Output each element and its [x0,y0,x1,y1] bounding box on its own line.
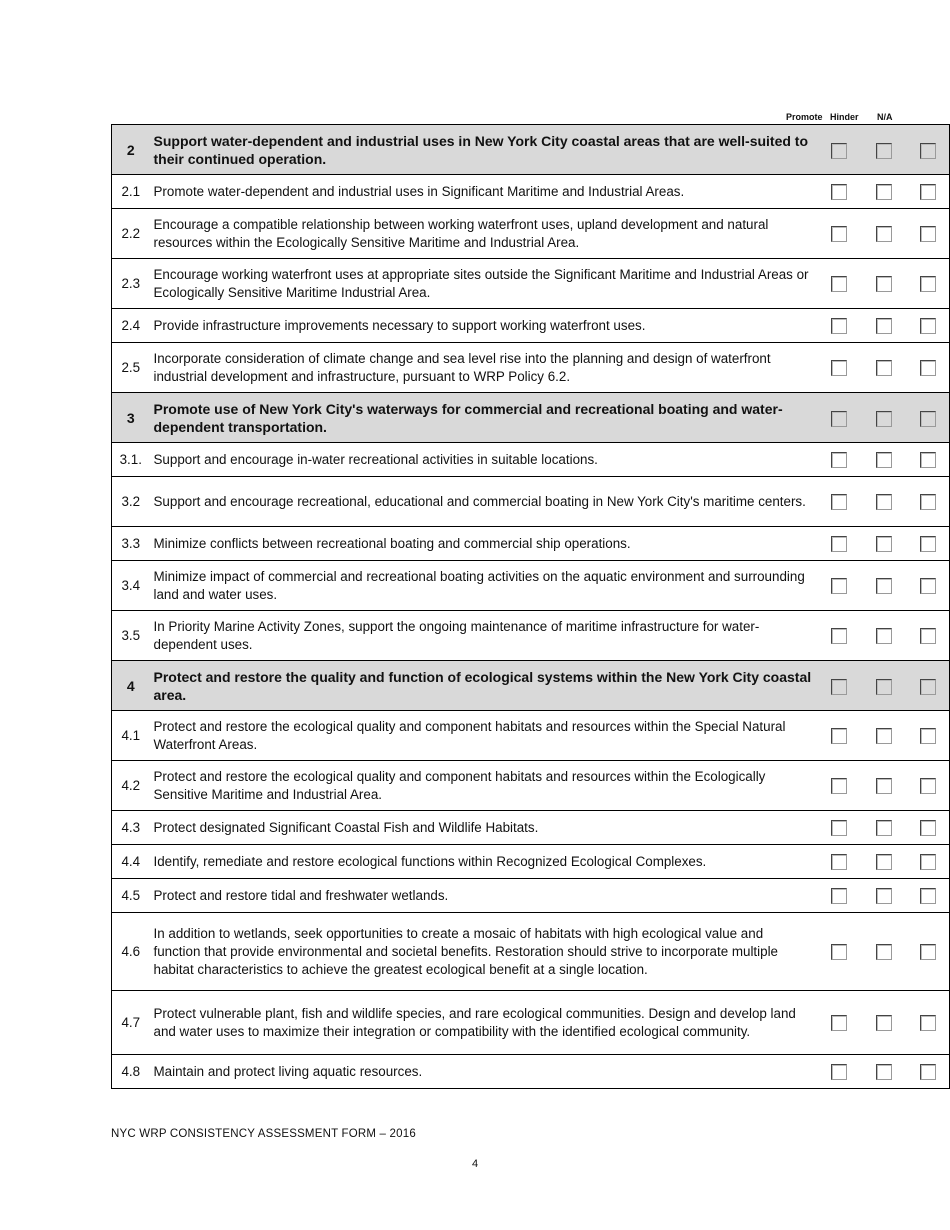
hinder-cell [862,1055,907,1089]
policy-number: 4.1 [112,711,150,761]
policy-table-body [112,125,950,1089]
promote-cell [817,175,862,209]
promote-checkbox[interactable] [831,728,847,744]
na-cell [907,845,950,879]
promote-cell [817,1055,862,1089]
policy-text: Protect and restore tidal and freshwater wetlands. [150,879,817,913]
policy-row [112,175,950,209]
promote-checkbox[interactable] [831,1064,847,1080]
policy-row [112,443,950,477]
na-checkbox[interactable] [920,679,936,695]
policy-number: 3 [112,393,150,443]
policy-text: In Priority Marine Activity Zones, support the ongoing maintenance of maritime infrastructure for water-dependent uses. [150,611,817,661]
hinder-checkbox[interactable] [876,411,892,427]
hinder-cell [862,991,907,1055]
hinder-cell [862,309,907,343]
hinder-cell [862,443,907,477]
na-checkbox[interactable] [920,276,936,292]
policy-row [112,561,950,611]
na-checkbox[interactable] [920,944,936,960]
policy-row [112,991,950,1055]
policy-section-row [112,661,950,711]
hinder-checkbox[interactable] [876,1015,892,1031]
promote-checkbox[interactable] [831,578,847,594]
policy-number: 4.3 [112,811,150,845]
policy-text: Protect vulnerable plant, fish and wildlife species, and rare ecological communities. Design and develop land and water uses to maximize their integration or compatibility with the identified ecological community. [150,991,817,1055]
na-checkbox[interactable] [920,1064,936,1080]
promote-checkbox[interactable] [831,1015,847,1031]
promote-cell [817,811,862,845]
hinder-cell [862,611,907,661]
na-cell [907,879,950,913]
hinder-checkbox[interactable] [876,536,892,552]
policy-text: Protect and restore the ecological quality and component habitats and resources within the Ecologically Sensitive Maritime and Industrial Area. [150,761,817,811]
policy-text: Support and encourage recreational, educational and commercial boating in New York City's maritime centers. [150,477,817,527]
promote-cell [817,879,862,913]
promote-cell [817,393,862,443]
hinder-checkbox[interactable] [876,276,892,292]
na-cell [907,811,950,845]
promote-checkbox[interactable] [831,944,847,960]
policy-row [112,913,950,991]
hinder-cell [862,879,907,913]
na-cell [907,913,950,991]
na-cell [907,711,950,761]
hinder-cell [862,561,907,611]
promote-checkbox[interactable] [831,276,847,292]
na-cell [907,309,950,343]
na-cell [907,561,950,611]
promote-checkbox[interactable] [831,494,847,510]
promote-cell [817,443,862,477]
hinder-checkbox[interactable] [876,944,892,960]
na-checkbox[interactable] [920,1015,936,1031]
column-headers [783,112,908,124]
policy-row [112,611,950,661]
policy-number: 4.7 [112,991,150,1055]
na-cell [907,1055,950,1089]
policy-text: Encourage working waterfront uses at appropriate sites outside the Significant Maritime and Industrial Areas or Ecologically Sensitive Maritime Industrial Area. [150,259,817,309]
promote-checkbox[interactable] [831,854,847,870]
na-checkbox[interactable] [920,411,936,427]
promote-cell [817,125,862,175]
policy-text: In addition to wetlands, seek opportunities to create a mosaic of habitats with high ecological value and function that provide environmental and societal benefits. Restoration should strive to incorporate multiple habitat characteristics to achieve the greatest ecological benefit at a single location. [150,913,817,991]
form-title-footer: NYC WRP CONSISTENCY ASSESSMENT FORM – 2016 [111,1128,416,1140]
policy-number: 4.6 [112,913,150,991]
promote-checkbox[interactable] [831,536,847,552]
hinder-checkbox[interactable] [876,820,892,836]
promote-checkbox[interactable] [831,184,847,200]
hinder-cell [862,175,907,209]
policy-section-row [112,125,950,175]
na-checkbox[interactable] [920,143,936,159]
policy-text: Promote use of New York City's waterways for commercial and recreational boating and water-dependent transportation. [150,393,817,443]
na-cell [907,477,950,527]
policy-number: 2 [112,125,150,175]
na-checkbox[interactable] [920,854,936,870]
hinder-checkbox[interactable] [876,578,892,594]
promote-checkbox[interactable] [831,820,847,836]
na-cell [907,175,950,209]
policy-section-row [112,393,950,443]
policy-number: 2.3 [112,259,150,309]
policy-text: Support and encourage in-water recreational activities in suitable locations. [150,443,817,477]
policy-row [112,845,950,879]
promote-checkbox[interactable] [831,226,847,242]
na-cell [907,611,950,661]
hinder-checkbox[interactable] [876,360,892,376]
na-checkbox[interactable] [920,536,936,552]
hinder-checkbox[interactable] [876,679,892,695]
policy-number: 2.2 [112,209,150,259]
hinder-checkbox[interactable] [876,1064,892,1080]
promote-cell [817,343,862,393]
policy-row [112,879,950,913]
promote-cell [817,913,862,991]
policy-number: 4 [112,661,150,711]
policy-table [111,124,950,1089]
promote-checkbox[interactable] [831,679,847,695]
policy-number: 4.2 [112,761,150,811]
policy-number: 4.8 [112,1055,150,1089]
promote-checkbox[interactable] [831,628,847,644]
hinder-cell [862,913,907,991]
hinder-cell [862,393,907,443]
promote-cell [817,309,862,343]
policy-number: 3.4 [112,561,150,611]
na-checkbox[interactable] [920,184,936,200]
policy-row [112,761,950,811]
hinder-cell [862,259,907,309]
policy-number: 3.5 [112,611,150,661]
hinder-checkbox[interactable] [876,184,892,200]
policy-text: Promote water-dependent and industrial uses in Significant Maritime and Industrial Areas. [150,175,817,209]
policy-row [112,527,950,561]
policy-row [112,811,950,845]
hinder-cell [862,811,907,845]
na-checkbox[interactable] [920,888,936,904]
policy-text: Identify, remediate and restore ecological functions within Recognized Ecological Complexes. [150,845,817,879]
promote-cell [817,661,862,711]
na-checkbox[interactable] [920,578,936,594]
hinder-cell [862,761,907,811]
hinder-checkbox[interactable] [876,318,892,334]
na-checkbox[interactable] [920,226,936,242]
policy-row [112,259,950,309]
policy-row [112,309,950,343]
promote-checkbox[interactable] [831,143,847,159]
hinder-checkbox[interactable] [876,143,892,159]
promote-checkbox[interactable] [831,318,847,334]
policy-number: 4.5 [112,879,150,913]
na-cell [907,343,950,393]
hinder-cell [862,343,907,393]
policy-row [112,343,950,393]
policy-text: Protect designated Significant Coastal Fish and Wildlife Habitats. [150,811,817,845]
policy-text: Protect and restore the ecological quality and component habitats and resources within the Special Natural Waterfront Areas. [150,711,817,761]
policy-number: 3.1. [112,443,150,477]
na-cell [907,209,950,259]
policy-number: 2.4 [112,309,150,343]
hinder-checkbox[interactable] [876,728,892,744]
promote-cell [817,527,862,561]
na-cell [907,661,950,711]
na-checkbox[interactable] [920,318,936,334]
policy-text: Support water-dependent and industrial uses in New York City coastal areas that are well-suited to their continued operation. [150,125,817,175]
policy-row [112,1055,950,1089]
hinder-cell [862,845,907,879]
policy-number: 3.2 [112,477,150,527]
hinder-cell [862,527,907,561]
na-checkbox[interactable] [920,452,936,468]
na-checkbox[interactable] [920,778,936,794]
na-checkbox[interactable] [920,728,936,744]
promote-checkbox[interactable] [831,778,847,794]
policy-number: 2.1 [112,175,150,209]
policy-row [112,209,950,259]
na-cell [907,125,950,175]
na-checkbox[interactable] [920,494,936,510]
promote-column-header: Promote [786,112,823,122]
policy-text: Provide infrastructure improvements necessary to support working waterfront uses. [150,309,817,343]
hinder-checkbox[interactable] [876,628,892,644]
hinder-cell [862,125,907,175]
hinder-cell [862,711,907,761]
policy-text: Maintain and protect living aquatic resources. [150,1055,817,1089]
policy-row [112,711,950,761]
promote-cell [817,845,862,879]
promote-cell [817,761,862,811]
promote-cell [817,611,862,661]
na-cell [907,393,950,443]
policy-number: 3.3 [112,527,150,561]
hinder-cell [862,661,907,711]
na-cell [907,443,950,477]
hinder-cell [862,477,907,527]
na-cell [907,761,950,811]
na-column-header: N/A [877,112,893,122]
hinder-checkbox[interactable] [876,778,892,794]
promote-cell [817,711,862,761]
policy-text: Protect and restore the quality and function of ecological systems within the New York City coastal area. [150,661,817,711]
promote-checkbox[interactable] [831,411,847,427]
hinder-checkbox[interactable] [876,854,892,870]
promote-cell [817,561,862,611]
hinder-column-header: Hinder [830,112,859,122]
page-number: 4 [471,1158,479,1170]
hinder-cell [862,209,907,259]
promote-checkbox[interactable] [831,452,847,468]
policy-text: Minimize conflicts between recreational boating and commercial ship operations. [150,527,817,561]
na-cell [907,527,950,561]
policy-text: Incorporate consideration of climate change and sea level rise into the planning and design of waterfront industrial development and infrastructure, pursuant to WRP Policy 6.2. [150,343,817,393]
na-checkbox[interactable] [920,360,936,376]
na-checkbox[interactable] [920,820,936,836]
promote-cell [817,209,862,259]
policy-text: Minimize impact of commercial and recreational boating activities on the aquatic environment and surrounding land and water uses. [150,561,817,611]
policy-text: Encourage a compatible relationship between working waterfront uses, upland development and natural resources within the Ecologically Sensitive Maritime and Industrial Area. [150,209,817,259]
promote-cell [817,991,862,1055]
hinder-checkbox[interactable] [876,452,892,468]
promote-checkbox[interactable] [831,360,847,376]
na-cell [907,991,950,1055]
hinder-checkbox[interactable] [876,226,892,242]
hinder-checkbox[interactable] [876,494,892,510]
policy-number: 4.4 [112,845,150,879]
promote-checkbox[interactable] [831,888,847,904]
promote-cell [817,477,862,527]
policy-row [112,477,950,527]
hinder-checkbox[interactable] [876,888,892,904]
promote-cell [817,259,862,309]
policy-number: 2.5 [112,343,150,393]
na-checkbox[interactable] [920,628,936,644]
na-cell [907,259,950,309]
